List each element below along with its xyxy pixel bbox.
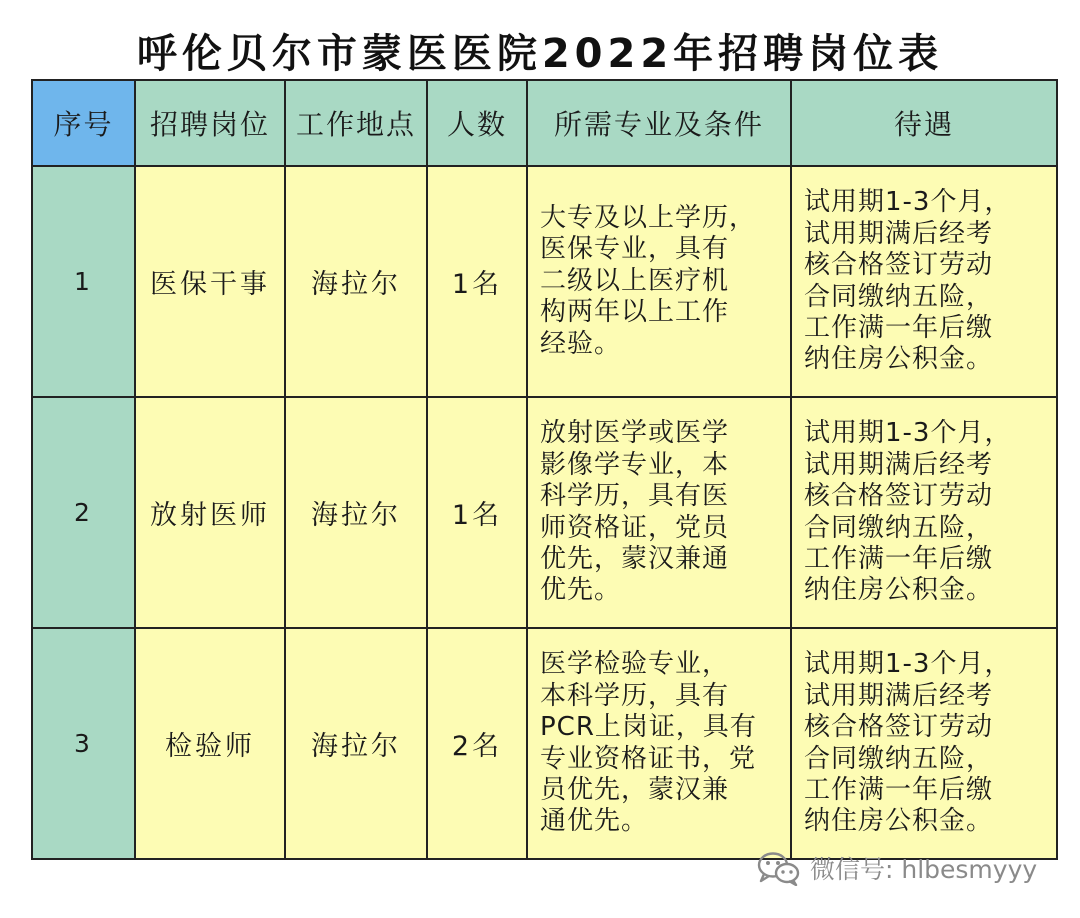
wechat-icon: [756, 850, 802, 886]
row-count: 1名: [427, 166, 527, 397]
row-location: 海拉尔: [285, 166, 427, 397]
table-row: [32, 628, 1057, 859]
row-location: 海拉尔: [285, 397, 427, 628]
row-conditions-cell: [527, 166, 791, 397]
row-benefits: 试用期1-3个月， 试用期满后经考 核合格签订劳动 合同缴纳五险， 工作满一年后缴 纳住房公积金。: [804, 649, 1012, 837]
recruitment-table: [31, 79, 1058, 860]
wechat-watermark: [756, 848, 1037, 888]
row-position: 医保干事: [135, 166, 285, 397]
header-position: 招聘岗位: [135, 80, 285, 166]
row-benefits: 试用期1-3个月， 试用期满后经考 核合格签订劳动 合同缴纳五险， 工作满一年后缴 纳住房公积金。: [804, 187, 1012, 375]
row-location: 海拉尔: [285, 628, 427, 859]
row-no: 2: [32, 397, 135, 628]
row-conditions: 放射医学或医学 影像学专业，本 科学历，具有医 师资格证，党员 优先，蒙汉兼通 优先。: [540, 418, 730, 606]
header-conditions: 所需专业及条件: [527, 80, 791, 166]
header-location: 工作地点: [285, 80, 427, 166]
row-benefits-cell: [791, 628, 1057, 859]
header-count: 人数: [427, 80, 527, 166]
row-conditions-cell: [527, 397, 791, 628]
table-header-row: [32, 80, 1057, 166]
row-benefits-cell: [791, 397, 1057, 628]
row-benefits: 试用期1-3个月， 试用期满后经考 核合格签订劳动 合同缴纳五险， 工作满一年后缴 纳住房公积金。: [804, 418, 1012, 606]
table-row: [32, 397, 1057, 628]
row-count: 1名: [427, 397, 527, 628]
row-count: 2名: [427, 628, 527, 859]
header-no: 序号: [32, 80, 135, 166]
row-position: 检验师: [135, 628, 285, 859]
row-conditions: 医学检验专业， 本科学历，具有 PCR上岗证，具有 专业资格证书，党 员优先，蒙汉兼 通优先。: [540, 649, 757, 837]
row-no: 3: [32, 628, 135, 859]
header-benefits: 待遇: [791, 80, 1057, 166]
row-no: 1: [32, 166, 135, 397]
wechat-id-text: 微信号: hlbesmyyy: [810, 855, 1038, 884]
row-conditions-cell: [527, 628, 791, 859]
row-benefits-cell: [791, 166, 1057, 397]
row-position: 放射医师: [135, 397, 285, 628]
table-row: [32, 166, 1057, 397]
row-conditions: 大专及以上学历， 医保专业，具有 二级以上医疗机 构两年以上工作 经验。: [540, 202, 757, 359]
page-title: 呼伦贝尔市蒙医医院2022年招聘岗位表: [136, 31, 944, 77]
